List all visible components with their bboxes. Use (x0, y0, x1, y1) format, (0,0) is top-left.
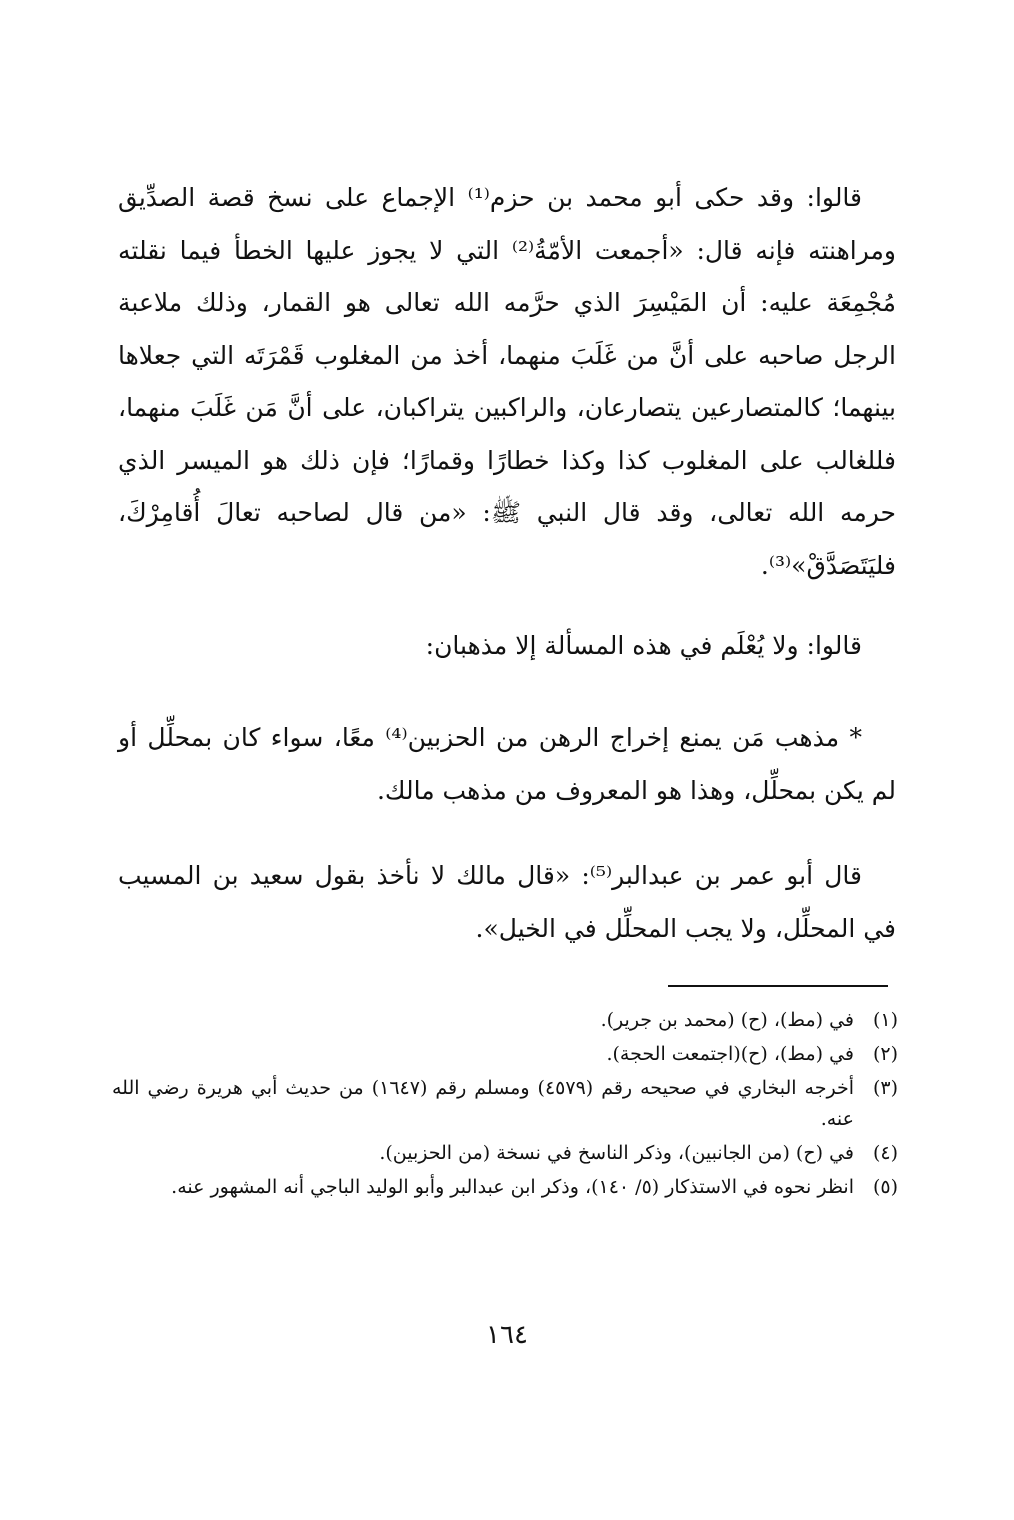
footnote-text: في (مط)، (ح) (محمد بن جرير). (600, 1009, 854, 1031)
footnote-text: في (مط)، (ح)(اجتمعت الحجة). (606, 1043, 854, 1065)
footnote-3 (112, 1073, 898, 1135)
footnote-text: أخرجه البخاري في صحيحه رقم (٤٥٧٩) ومسلم رقم (١٦٤٧) من حديث أبي هريرة رضي الله عنه. (112, 1077, 854, 1130)
footnote-2 (112, 1039, 898, 1070)
footnote-number: (٢) (872, 1043, 898, 1065)
footnote-1 (112, 1005, 898, 1036)
main-paragraph-2 (118, 620, 896, 673)
main-paragraph-3 (118, 712, 896, 817)
main-paragraph-1 (118, 172, 896, 592)
paragraph-2-text: قالوا: ولا يُعْلَم في هذه المسألة إلا مذهبان: (425, 631, 862, 660)
paragraph-3-text: * مذهب مَن يمنع إخراج الرهن من الحزبين⁽⁴⁾ معًا، سواء كان بمحلِّل أو لم يكن بمحلِّل، وهذا هو المعروف من مذهب مالك. (118, 723, 896, 805)
footnote-text: انظر نحوه في الاستذكار (٥/ ١٤٠)، وذكر ابن عبدالبر وأبو الوليد الباجي أنه المشهور عنه. (171, 1176, 854, 1198)
footnote-divider (668, 985, 888, 987)
footnote-5 (112, 1172, 898, 1203)
footnotes-section (112, 1005, 898, 1206)
main-paragraph-4 (118, 850, 896, 955)
footnote-number: (٤) (872, 1142, 898, 1164)
footnote-number: (٣) (872, 1077, 898, 1099)
paragraph-1-text: قالوا: وقد حكى أبو محمد بن حزم⁽¹⁾ الإجماع على نسخ قصة الصدِّيق ومراهنته فإنه قال: «أجمعت الأمّةُ⁽²⁾ التي لا يجوز عليها الخطأ فيما نقلته مُجْمِعَة عليه: أن المَيْسِرَ الذي حرَّمه الله تعالى هو القمار، وذلك ملاعبة الرجل صاحبه على أنَّ من غَلَبَ منهما، أخذ من المغلوب قَمْرَتَه التي جعلاها بينهما؛ كالمتصارعين يتصارعان، والراكبين يتراكبان، على أنَّ مَن غَلَبَ منهما، فللغالب على المغلوب كذا وكذا خطارًا وقمارًا؛ فإن ذلك هو الميسر الذي حرمه الله تعالى، وقد قال النبي ﷺ: «من قال لصاحبه تعالَ أُقامِرْكَ، فليَتَصَدَّقْ»⁽³⁾. (118, 183, 896, 580)
footnote-text: في (ح) (من الجانبين)، وذكر الناسخ في نسخة (من الحزبين). (379, 1142, 854, 1164)
paragraph-4-text: قال أبو عمر بن عبدالبر⁽⁵⁾: «قال مالك لا نأخذ بقول سعيد بن المسيب في المحلِّل، ولا يجب المحلِّل في الخيل». (118, 861, 896, 943)
footnote-number: (١) (872, 1009, 898, 1031)
footnote-number: (٥) (872, 1176, 898, 1198)
footnote-4 (112, 1138, 898, 1169)
page-number: ١٦٤ (486, 1320, 528, 1350)
